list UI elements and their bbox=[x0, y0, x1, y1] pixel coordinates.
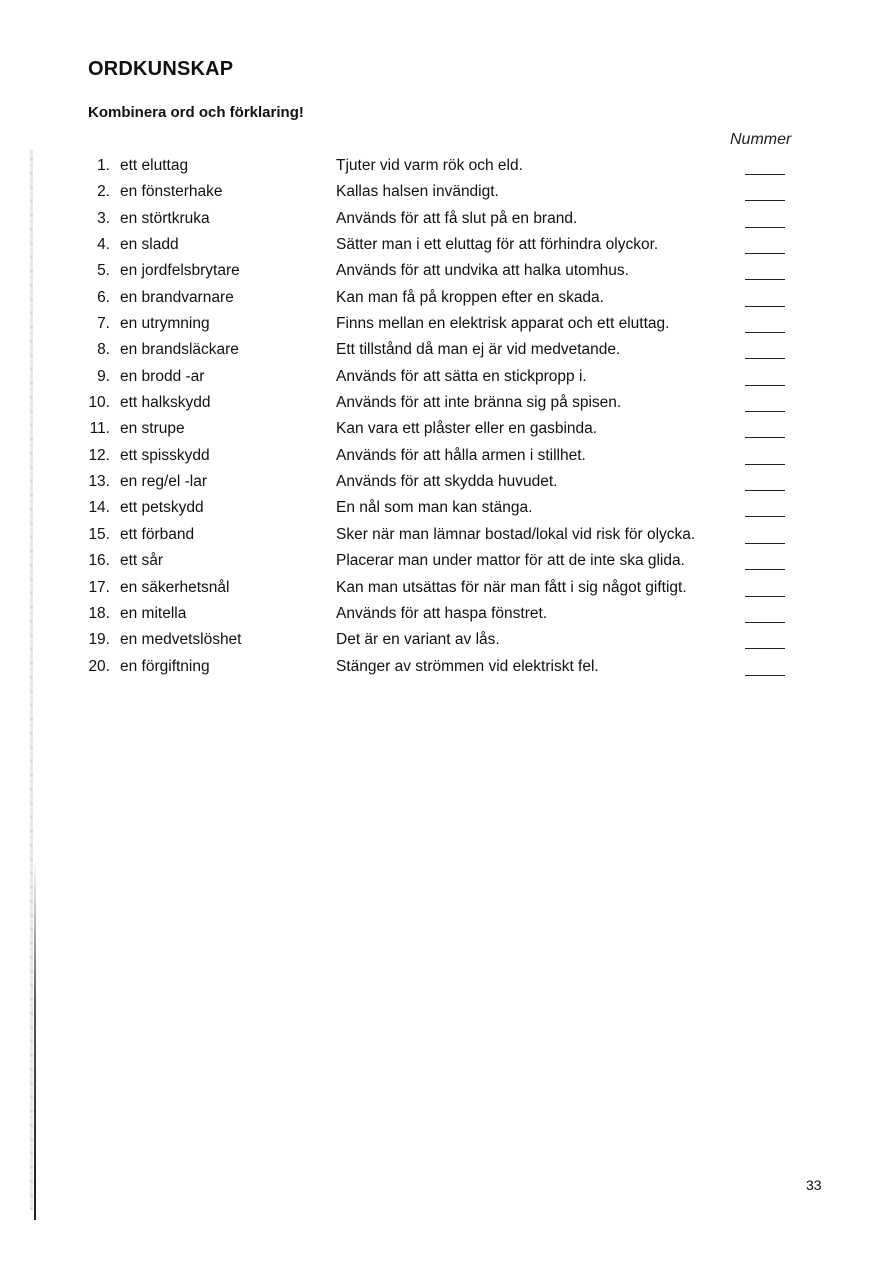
definition-text: Används för att inte bränna sig på spisen. bbox=[336, 394, 622, 412]
item-number: 20. bbox=[88, 657, 110, 675]
word-term: en jordfelsbrytare bbox=[120, 262, 240, 280]
answer-blank[interactable] bbox=[745, 648, 785, 649]
exercise-row bbox=[0, 549, 893, 575]
word-term: ett halkskydd bbox=[120, 394, 211, 412]
definition-text: Används för att sätta en stickpropp i. bbox=[336, 367, 587, 385]
answer-blank[interactable] bbox=[745, 490, 785, 491]
word-term: ett spisskydd bbox=[120, 446, 210, 464]
item-number: 16. bbox=[88, 552, 110, 570]
exercise-row bbox=[0, 523, 893, 549]
exercise-row bbox=[0, 154, 893, 180]
definition-text: Kan man utsättas för när man fått i sig något giftigt. bbox=[336, 578, 687, 596]
word-term: en strupe bbox=[120, 420, 185, 438]
word-term: ett sår bbox=[120, 552, 164, 570]
answer-blank[interactable] bbox=[745, 200, 785, 201]
exercise-row bbox=[0, 286, 893, 312]
item-number: 3. bbox=[97, 209, 110, 227]
definition-text: Det är en variant av lås. bbox=[336, 631, 500, 649]
definition-text: En nål som man kan stänga. bbox=[336, 499, 533, 517]
item-number: 8. bbox=[97, 341, 110, 359]
item-number: 6. bbox=[97, 288, 110, 306]
answer-blank[interactable] bbox=[745, 464, 785, 465]
word-term: en brandsläckare bbox=[120, 341, 239, 359]
word-term: ett petskydd bbox=[120, 499, 204, 517]
definition-text: Finns mellan en elektrisk apparat och ett eluttag. bbox=[336, 315, 670, 333]
word-term: en sladd bbox=[120, 236, 179, 254]
exercise-row bbox=[0, 259, 893, 285]
answer-blank[interactable] bbox=[745, 596, 785, 597]
exercise-row bbox=[0, 417, 893, 443]
exercise-row bbox=[0, 496, 893, 522]
word-term: en störtkruka bbox=[120, 209, 210, 227]
answer-blank[interactable] bbox=[745, 543, 785, 544]
word-term: en förgiftning bbox=[120, 657, 210, 675]
word-term: en utrymning bbox=[120, 315, 210, 333]
exercise-row bbox=[0, 207, 893, 233]
exercise-row bbox=[0, 312, 893, 338]
exercise-row bbox=[0, 365, 893, 391]
definition-text: Används för att hålla armen i stillhet. bbox=[336, 446, 586, 464]
definition-text: Kallas halsen invändigt. bbox=[336, 183, 499, 201]
answer-blank[interactable] bbox=[745, 279, 785, 280]
item-number: 5. bbox=[97, 262, 110, 280]
answer-blank[interactable] bbox=[745, 516, 785, 517]
definition-text: Stänger av strömmen vid elektriskt fel. bbox=[336, 657, 599, 675]
definition-text: Placerar man under mattor för att de inte ska glida. bbox=[336, 552, 685, 570]
item-number: 1. bbox=[97, 157, 110, 174]
item-number: 9. bbox=[97, 367, 110, 385]
answer-blank[interactable] bbox=[745, 675, 785, 676]
answer-blank[interactable] bbox=[745, 227, 785, 228]
answer-blank[interactable] bbox=[745, 174, 785, 175]
exercise-row bbox=[0, 444, 893, 470]
item-number: 4. bbox=[97, 236, 110, 254]
item-number: 7. bbox=[97, 315, 110, 333]
item-number: 13. bbox=[88, 473, 110, 491]
definition-text: Tjuter vid varm rök och eld. bbox=[336, 157, 523, 174]
page-title: ORDKUNSKAP bbox=[88, 58, 234, 80]
definition-text: Ett tillstånd då man ej är vid medvetande. bbox=[336, 341, 621, 359]
answer-blank[interactable] bbox=[745, 385, 785, 386]
definition-text: Kan man få på kroppen efter en skada. bbox=[336, 288, 604, 306]
word-term: en säkerhetsnål bbox=[120, 578, 230, 596]
answer-blank[interactable] bbox=[745, 332, 785, 333]
page-number: 33 bbox=[806, 1177, 822, 1193]
item-number: 10. bbox=[88, 394, 110, 412]
definition-text: Sätter man i ett eluttag för att förhindra olyckor. bbox=[336, 236, 659, 254]
answer-blank[interactable] bbox=[745, 622, 785, 623]
word-term: en fönsterhake bbox=[120, 183, 223, 201]
answer-blank[interactable] bbox=[745, 411, 785, 412]
item-number: 14. bbox=[88, 499, 110, 517]
exercise-list bbox=[0, 154, 893, 681]
exercise-row bbox=[0, 470, 893, 496]
answer-blank[interactable] bbox=[745, 437, 785, 438]
exercise-row bbox=[0, 180, 893, 206]
item-number: 19. bbox=[88, 631, 110, 649]
definition-text: Används för att få slut på en brand. bbox=[336, 209, 578, 227]
item-number: 17. bbox=[88, 578, 110, 596]
instruction-text: Kombinera ord och förklaring! bbox=[88, 104, 304, 121]
answer-blank[interactable] bbox=[745, 358, 785, 359]
exercise-row bbox=[0, 628, 893, 654]
item-number: 15. bbox=[88, 525, 110, 543]
item-number: 11. bbox=[89, 420, 110, 438]
exercise-row bbox=[0, 602, 893, 628]
item-number: 18. bbox=[88, 604, 110, 622]
definition-text: Kan vara ett plåster eller en gasbinda. bbox=[336, 420, 598, 438]
exercise-row bbox=[0, 233, 893, 259]
answer-blank[interactable] bbox=[745, 306, 785, 307]
word-term: en mitella bbox=[120, 604, 187, 622]
exercise-row bbox=[0, 338, 893, 364]
word-term: en brandvarnare bbox=[120, 288, 234, 306]
exercise-row bbox=[0, 576, 893, 602]
word-term: en brodd -ar bbox=[120, 367, 205, 385]
definition-text: Används för att undvika att halka utomhus. bbox=[336, 262, 629, 280]
item-number: 2. bbox=[97, 183, 110, 201]
answer-blank[interactable] bbox=[745, 253, 785, 254]
number-column-header: Nummer bbox=[730, 131, 792, 148]
answer-blank[interactable] bbox=[745, 569, 785, 570]
scan-edge-binding bbox=[34, 860, 36, 1220]
word-term: en reg/el -lar bbox=[120, 473, 208, 491]
exercise-row bbox=[0, 391, 893, 417]
definition-text: Används för att skydda huvudet. bbox=[336, 473, 558, 491]
item-number: 12. bbox=[88, 446, 110, 464]
word-term: ett eluttag bbox=[120, 157, 189, 174]
exercise-row bbox=[0, 655, 893, 681]
definition-text: Sker när man lämnar bostad/lokal vid risk för olycka. bbox=[336, 525, 696, 543]
word-term: en medvetslöshet bbox=[120, 631, 242, 649]
word-term: ett förband bbox=[120, 525, 195, 543]
definition-text: Används för att haspa fönstret. bbox=[336, 604, 548, 622]
